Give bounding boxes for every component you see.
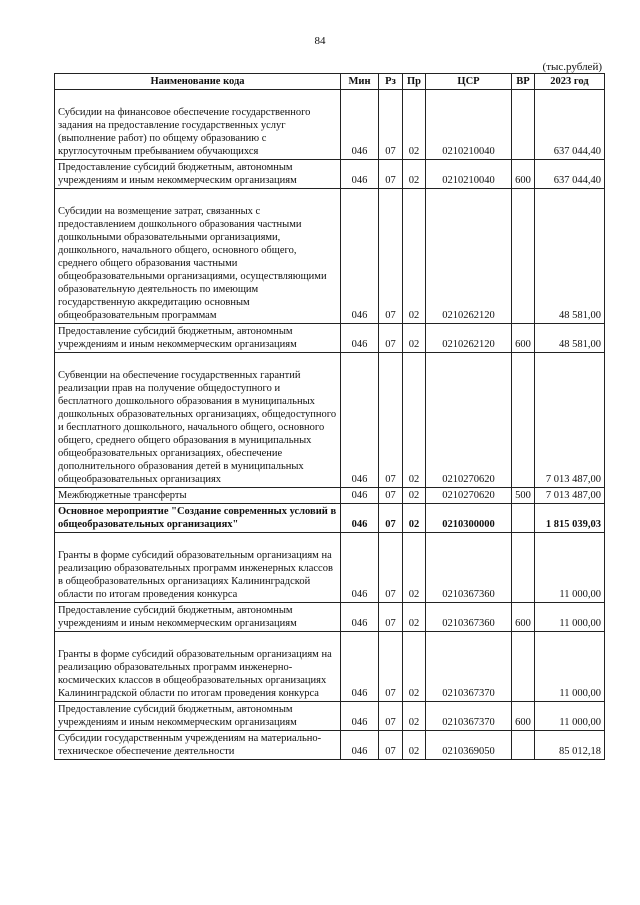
row-pr: 02 [403,632,426,702]
row-csr: 0210367370 [426,702,512,731]
row-csr: 0210270620 [426,488,512,504]
row-name: Субсидии на финансовое обеспечение государственного задания на предоставление государственных услуг (выполнение работ) по общему образованию с круглосуточным пребыванием обучающихся [55,90,341,160]
table-row [55,702,605,731]
row-pr: 02 [403,90,426,160]
row-pr: 02 [403,504,426,533]
row-rz: 07 [379,160,403,189]
row-vr: 600 [512,160,535,189]
row-min: 046 [341,353,379,488]
row-vr [512,731,535,760]
row-amount: 637 044,40 [535,90,605,160]
page-number: 84 [314,35,326,47]
table-row [55,160,605,189]
table-row [55,731,605,760]
row-min: 046 [341,702,379,731]
row-pr: 02 [403,353,426,488]
row-name: Субвенции на обеспечение государственных гарантий реализации прав на получение общедоступного и бесплатного дошкольного образования в муниципальных дошкольных образовательных организациях, общедоступного и бесплатного дошкольного, начального общего, основного общего, среднего общего образования в муниципальных общеобразовательных организациях, обеспечение дополнительного образования детей в муниципальных общеобразовательных организациях [55,353,341,488]
row-min: 046 [341,632,379,702]
row-amount: 7 013 487,00 [535,488,605,504]
row-rz: 07 [379,632,403,702]
row-rz: 07 [379,731,403,760]
table-row [55,90,605,160]
row-pr: 02 [403,189,426,324]
row-csr: 0210367360 [426,603,512,632]
row-rz: 07 [379,90,403,160]
row-rz: 07 [379,603,403,632]
row-vr: 600 [512,603,535,632]
row-name: Предоставление субсидий бюджетным, автономным учреждениям и иным некоммерческим организациям [55,702,341,731]
row-amount: 637 044,40 [535,160,605,189]
row-vr [512,353,535,488]
row-min: 046 [341,160,379,189]
row-vr: 600 [512,324,535,353]
budget-table [54,73,605,760]
row-csr: 0210270620 [426,353,512,488]
table-row [55,488,605,504]
row-csr: 0210210040 [426,90,512,160]
header-csr: ЦСР [426,74,512,90]
header-year: 2023 год [535,74,605,90]
row-vr: 600 [512,702,535,731]
row-csr: 0210210040 [426,160,512,189]
row-name: Гранты в форме субсидий образовательным организациям на реализацию образовательных программ инженерно-космических классов в общеобразовательных организациях Калининградской области по итогам проведения конкурса [55,632,341,702]
row-name: Межбюджетные трансферты [55,488,341,504]
row-rz: 07 [379,353,403,488]
row-pr: 02 [403,603,426,632]
row-min: 046 [341,603,379,632]
row-pr: 02 [403,731,426,760]
row-amount: 48 581,00 [535,189,605,324]
row-rz: 07 [379,702,403,731]
row-pr: 02 [403,324,426,353]
row-min: 046 [341,533,379,603]
header-rz: Рз [379,74,403,90]
table-row [55,533,605,603]
row-amount: 11 000,00 [535,702,605,731]
row-rz: 07 [379,324,403,353]
row-amount: 85 012,18 [535,731,605,760]
row-name: Субсидии государственным учреждениям на материально-техническое обеспечение деятельности [55,731,341,760]
table-header [55,74,605,90]
row-vr [512,90,535,160]
row-amount: 11 000,00 [535,603,605,632]
table-row [55,504,605,533]
row-name: Предоставление субсидий бюджетным, автономным учреждениям и иным некоммерческим организациям [55,603,341,632]
row-csr: 0210262120 [426,189,512,324]
row-amount: 11 000,00 [535,533,605,603]
row-name: Основное мероприятие "Создание современных условий в общеобразовательных организациях" [55,504,341,533]
row-pr: 02 [403,488,426,504]
row-rz: 07 [379,533,403,603]
row-rz: 07 [379,189,403,324]
row-rz: 07 [379,488,403,504]
row-min: 046 [341,504,379,533]
row-min: 046 [341,189,379,324]
units-label: (тыс.рублей) [542,61,602,73]
row-vr [512,533,535,603]
row-vr: 500 [512,488,535,504]
table-row [55,324,605,353]
header-name: Наименование кода [55,74,341,90]
row-pr: 02 [403,533,426,603]
header-pr: Пр [403,74,426,90]
row-min: 046 [341,488,379,504]
table-row [55,189,605,324]
table-row [55,603,605,632]
row-amount: 1 815 039,03 [535,504,605,533]
row-pr: 02 [403,702,426,731]
row-csr: 0210262120 [426,324,512,353]
row-amount: 11 000,00 [535,632,605,702]
header-vr: ВР [512,74,535,90]
header-min: Мин [341,74,379,90]
row-csr: 0210369050 [426,731,512,760]
row-vr [512,189,535,324]
row-name: Гранты в форме субсидий образовательным организациям на реализацию образовательных программ инженерных классов в общеобразовательных организациях Калининградской области по итогам проведения конкурса [55,533,341,603]
row-vr [512,504,535,533]
row-name: Субсидии на возмещение затрат, связанных с предоставлением дошкольного образования частными дошкольными образовательными организациями, дошкольного, начального общего, основного общего, среднего общего образования частными общеобразовательными организациями, осуществляющими образовательную деятельность по имеющим государственную аккредитацию основным общеобразовательным программам [55,189,341,324]
row-name: Предоставление субсидий бюджетным, автономным учреждениям и иным некоммерческим организациям [55,160,341,189]
row-min: 046 [341,731,379,760]
row-vr [512,632,535,702]
row-csr: 0210300000 [426,504,512,533]
row-amount: 48 581,00 [535,324,605,353]
row-amount: 7 013 487,00 [535,353,605,488]
table-row [55,353,605,488]
row-csr: 0210367370 [426,632,512,702]
row-name: Предоставление субсидий бюджетным, автономным учреждениям и иным некоммерческим организациям [55,324,341,353]
row-csr: 0210367360 [426,533,512,603]
row-rz: 07 [379,504,403,533]
row-pr: 02 [403,160,426,189]
row-min: 046 [341,90,379,160]
row-min: 046 [341,324,379,353]
table-row [55,632,605,702]
